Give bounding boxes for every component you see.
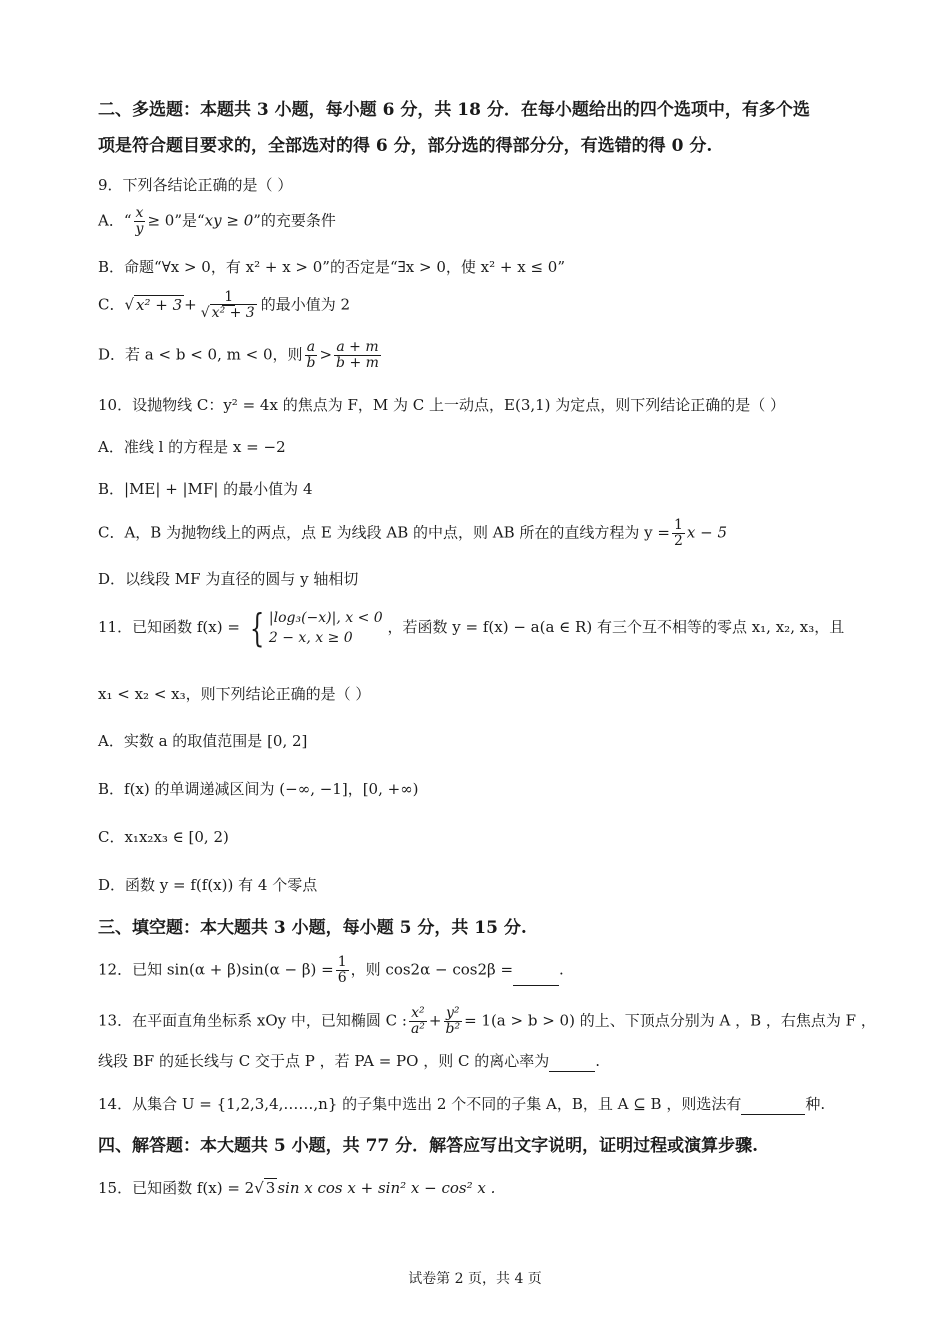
question-11-stem-line2: x₁ < x₂ < x₃，则下列结论正确的是（ ） [98,685,371,703]
question-9-option-c: C．√ x² + 3 + $\frac{1}{\text{√ x² + 3}}$ 的最小值为 2 [98,289,351,321]
question-9-option-d: D．若 a < b < 0, m < 0，则 $\frac{a}{b}$ > $\frac{a + m}{b + m}$ [98,339,379,371]
fraction: $\frac{a + m}{b + m}$ [336,339,379,371]
question-11-option-c: C．x₁x₂x₃ ∈ [0, 2) [98,828,229,846]
fraction: $\frac{\text{x²}}{\text{a²}}$ [410,1005,425,1037]
question-13: 13．在平面直角坐标系 xOy 中，已知椭圆 C : $\frac{\text{x²}}{\text{a²}}$ + $\frac{\text{y²}}{\text{b²}}$ = 1(a > b > 0) 的上、下顶点分别为 A ，B ，右焦点为 F ， [98,1005,876,1037]
section-2-header-line1: 二、多选题：本题共 3 小题，每小题 6 分，共 18 分．在每小题给出的四个选项中，有多个选 [98,100,810,120]
question-11-stem: 11．已知函数 f(x) = { |log₃(−x)|, x < 0 2 − x, x ≥ 0 ，若函数 y = f(x) − a(a ∈ R) 有三个互不相等的零点 x₁, x₂, x₃，且 [98,606,845,650]
answer-blank [549,1071,595,1072]
question-12: 12．已知 sin(α + β)sin(α − β) = $\frac{1}{6}$ ，则 cos2α − cos2β = . [98,954,564,986]
question-15: 15．已知函数 f(x) = 2√ 3 sin x cos x + sin² x − cos² x . [98,1179,496,1197]
question-14: 14．从集合 U = {1,2,3,4,……,n} 的子集中选出 2 个不同的子集 A，B，且 A ⊆ B ，则选法有 种. [98,1095,826,1113]
fraction: $\frac{1}{\text{√ x² + 3}}$ [200,289,255,321]
page-footer: 试卷第 2 页，共 4 页 [408,1271,542,1287]
section-4-header: 四、解答题：本大题共 5 小题，共 77 分．解答应写出文字说明，证明过程或演算步骤. [98,1136,759,1156]
section-2-header-line2: 项是符合题目要求的，全部选对的得 6 分，部分选的得部分分，有选错的得 0 分. [98,136,713,156]
question-11-option-d: D．函数 y = f(f(x)) 有 4 个零点 [98,876,318,894]
question-9-stem: 9．下列各结论正确的是（ ） [98,176,293,194]
question-10-option-d: D．以线段 MF 为直径的圆与 y 轴相切 [98,570,359,588]
question-9-option-a: A．“ $\frac{x}{y}$ ≥ 0”是“xy ≥ 0”的充要条件 [98,205,336,237]
fraction: $\frac{x}{y}$ [135,205,144,237]
question-10-option-b: B．|ME| + |MF| 的最小值为 4 [98,480,313,498]
question-10-stem: 10．设抛物线 C：y² = 4x 的焦点为 F，M 为 C 上一动点，E(3,1) 为定点，则下列结论正确的是（ ） [98,396,786,414]
question-10-option-a: A．准线 l 的方程是 x = −2 [98,438,286,456]
question-11-option-a: A．实数 a 的取值范围是 [0, 2] [98,732,308,750]
fraction: $\frac{\text{y²}}{\text{b²}}$ [445,1005,461,1037]
answer-blank [741,1114,805,1115]
question-9-option-b: B．命题“∀x > 0，有 x² + x > 0”的否定是“∃x > 0，使 x² + x ≤ 0” [98,258,566,276]
fraction: $\frac{a}{b}$ [306,339,316,371]
section-3-header: 三、填空题：本大题共 3 小题，每小题 5 分，共 15 分. [98,918,527,938]
question-10-option-c: C．A，B 为抛物线上的两点，点 E 为线段 AB 的中点，则 AB 所在的直线方程为 y = $\frac{1}{2}$ x − 5 [98,517,727,549]
question-11-option-b: B．f(x) 的单调递减区间为 (−∞, −1]，[0, +∞) [98,780,419,798]
question-13-line2: 线段 BF 的延长线与 C 交于点 P ，若 PA = PO ，则 C 的离心率为 . [98,1052,600,1070]
fraction: $\frac{1}{6}$ [337,954,347,986]
answer-blank [513,985,559,986]
piecewise-function: { |log₃(−x)|, x < 0 2 − x, x ≥ 0 [249,606,383,650]
fraction: $\frac{1}{2}$ [673,517,683,549]
